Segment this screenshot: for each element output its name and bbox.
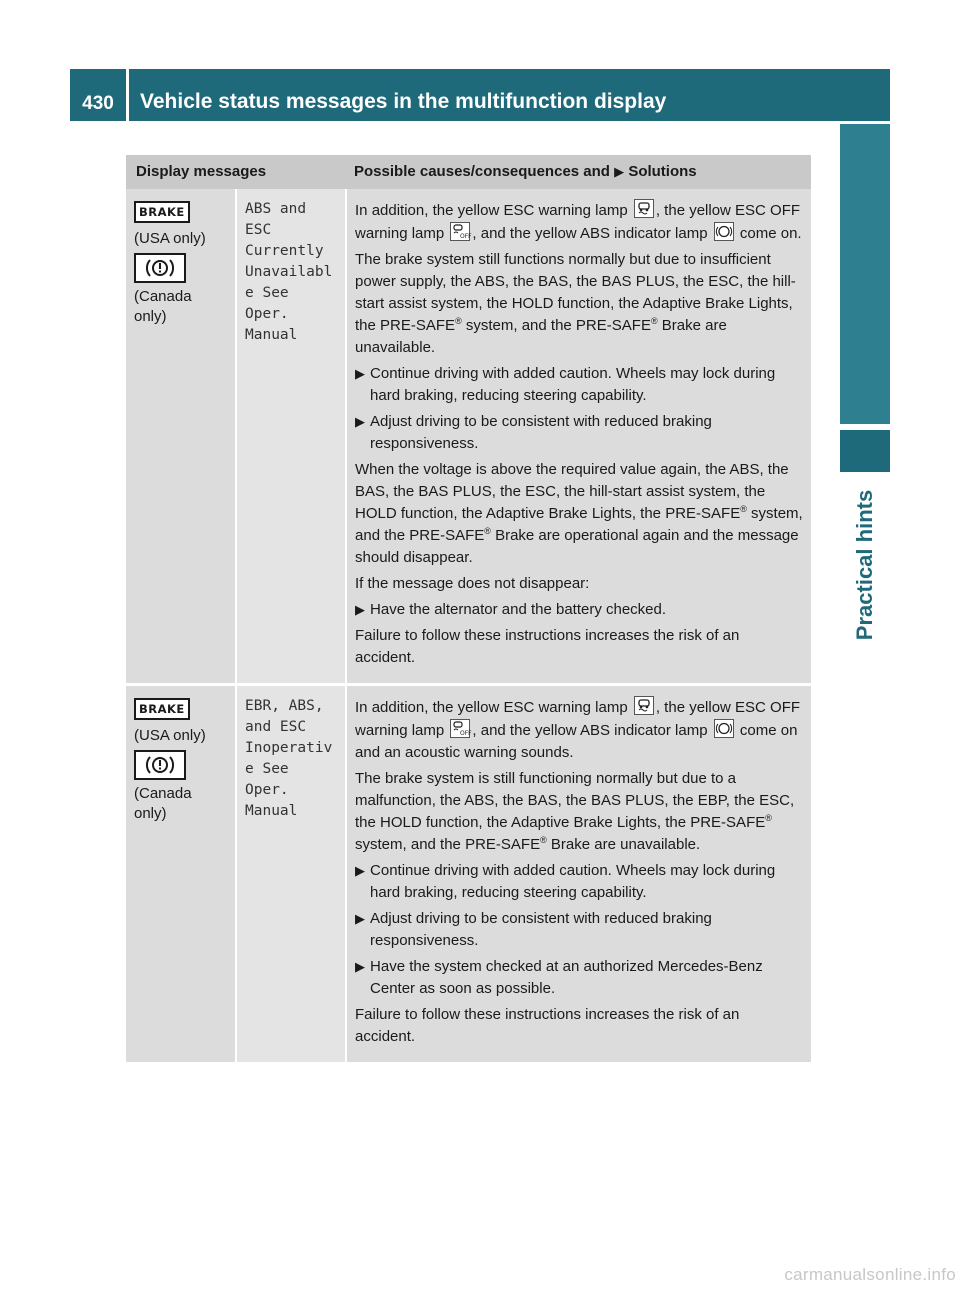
header-divider (126, 69, 129, 121)
step-arrow-icon: ▶ (355, 959, 366, 974)
brake-warning-icon: BRAKE (134, 201, 190, 223)
status-messages-table (126, 155, 811, 1062)
step-arrow-icon: ▶ (355, 863, 366, 878)
intro-paragraph: In addition, the yellow ESC warning lamp , the yellow ESC OFF warning lamp OFF , and the yellow ABS indicator lamp come on. (355, 199, 803, 245)
step-arrow-icon: ▶ (355, 414, 366, 429)
message-line: e See (245, 285, 289, 301)
page-number: 430 (82, 93, 114, 114)
icon-cell (126, 189, 236, 685)
message-line: Inoperativ (245, 740, 333, 756)
header-solutions: Possible causes/consequences and ▶ Solutions (346, 155, 811, 189)
esc-off-warning-lamp-icon (450, 719, 473, 738)
display-message-cell (236, 685, 346, 1063)
message-line: e See (245, 761, 289, 777)
solutions-cell (346, 189, 811, 685)
canada-only-note: (Canada (134, 785, 192, 802)
step-arrow-icon: ▶ (355, 602, 366, 617)
intro-paragraph: In addition, the yellow ESC warning lamp , the yellow ESC OFF warning lamp OFF , and the yellow ABS indicator lamp come on and an acoustic warning sounds. (355, 696, 803, 764)
step-arrow-icon: ▶ (355, 366, 366, 381)
message-line: and ESC (245, 719, 307, 735)
brake-warning-icon: BRAKE (134, 698, 190, 720)
side-tab-marker (840, 430, 890, 472)
brake-circle-warning-icon (134, 750, 186, 780)
description-paragraph: The brake system still functions normally but due to insufficient power supply, the ABS, the BAS, the BAS PLUS, the ESC, the hill-start assist system, the HOLD function, the Adaptive Brake Lights, the PRE-SAFE® system, and the PRE-SAFE® Brake are unavailable. (355, 251, 796, 356)
side-tab (840, 124, 890, 1302)
footer-watermark: carmanualsonline.info (784, 1265, 956, 1284)
usa-only-note: (USA only) (134, 230, 206, 247)
canada-only-note-2: only) (134, 308, 167, 325)
usa-only-note: (USA only) (134, 727, 206, 744)
instruction-step: ▶ Adjust driving to be consistent with reduced braking responsiveness. (355, 411, 803, 455)
display-message-cell (236, 189, 346, 685)
message-line: Currently (245, 243, 324, 259)
esc-warning-lamp-icon (634, 199, 654, 218)
table-row (126, 189, 811, 685)
warning-paragraph: Failure to follow these instructions increases the risk of an accident. (355, 627, 740, 666)
message-line: ABS and (245, 201, 307, 217)
icon-cell (126, 685, 236, 1063)
abs-indicator-lamp-icon (714, 222, 734, 241)
message-line: Manual (245, 327, 298, 343)
recovery-paragraph: When the voltage is above the required value again, the ABS, the BAS, the BAS PLUS, the ESC, the hill-start assist system, the HOLD function, the Adaptive Brake Lights, the PRE-SAFE® system, and the PRE-SAFE® Brake are operational again and the message should disappear. (355, 461, 803, 566)
instruction-step: ▶ Continue driving with added caution. Wheels may lock during hard braking, reducing steering capability. (355, 860, 803, 904)
solutions-cell (346, 685, 811, 1063)
instruction-step: ▶ Continue driving with added caution. Wheels may lock during hard braking, reducing steering capability. (355, 363, 803, 407)
instruction-step: ▶ Adjust driving to be consistent with reduced braking responsiveness. (355, 908, 803, 952)
canada-only-note-2: only) (134, 805, 167, 822)
abs-indicator-lamp-icon (714, 719, 734, 738)
solutions-arrow-icon: ▶ (614, 164, 625, 179)
instruction-step: ▶ Have the system checked at an authorized Mercedes-Benz Center as soon as possible. (355, 956, 803, 1000)
canada-only-note: (Canada (134, 288, 192, 305)
message-line: ESC (245, 222, 272, 238)
svg-text:OFF: OFF (460, 730, 473, 737)
message-line: Oper. (245, 306, 289, 322)
side-tab-top (840, 124, 890, 424)
instruction-step: ▶ Have the alternator and the battery checked. (355, 599, 803, 621)
message-line: Unavailabl (245, 264, 333, 280)
side-tab-label: Practical hints (852, 489, 878, 641)
svg-text:OFF: OFF (460, 233, 473, 240)
table-row (126, 685, 811, 1063)
step-arrow-icon: ▶ (355, 911, 366, 926)
header-display-messages: Display messages (126, 155, 346, 189)
esc-warning-lamp-icon (634, 696, 654, 715)
table-header-row (126, 155, 811, 189)
description-paragraph: The brake system is still functioning normally but due to a malfunction, the ABS, the BAS, the BAS PLUS, the EBP, the ESC, the HOLD function, the Adaptive Brake Lights, the PRE-SAFE® system, and the PRE-SAFE® Brake are unavailable. (355, 770, 795, 853)
brake-circle-warning-icon (134, 253, 186, 283)
message-line: Manual (245, 803, 298, 819)
warning-paragraph: Failure to follow these instructions increases the risk of an accident. (355, 1006, 740, 1045)
condition-paragraph: If the message does not disappear: (355, 575, 590, 592)
esc-off-warning-lamp-icon (450, 222, 473, 241)
page-title: Vehicle status messages in the multifunction display (140, 90, 667, 113)
message-line: Oper. (245, 782, 289, 798)
message-line: EBR, ABS, (245, 698, 324, 714)
